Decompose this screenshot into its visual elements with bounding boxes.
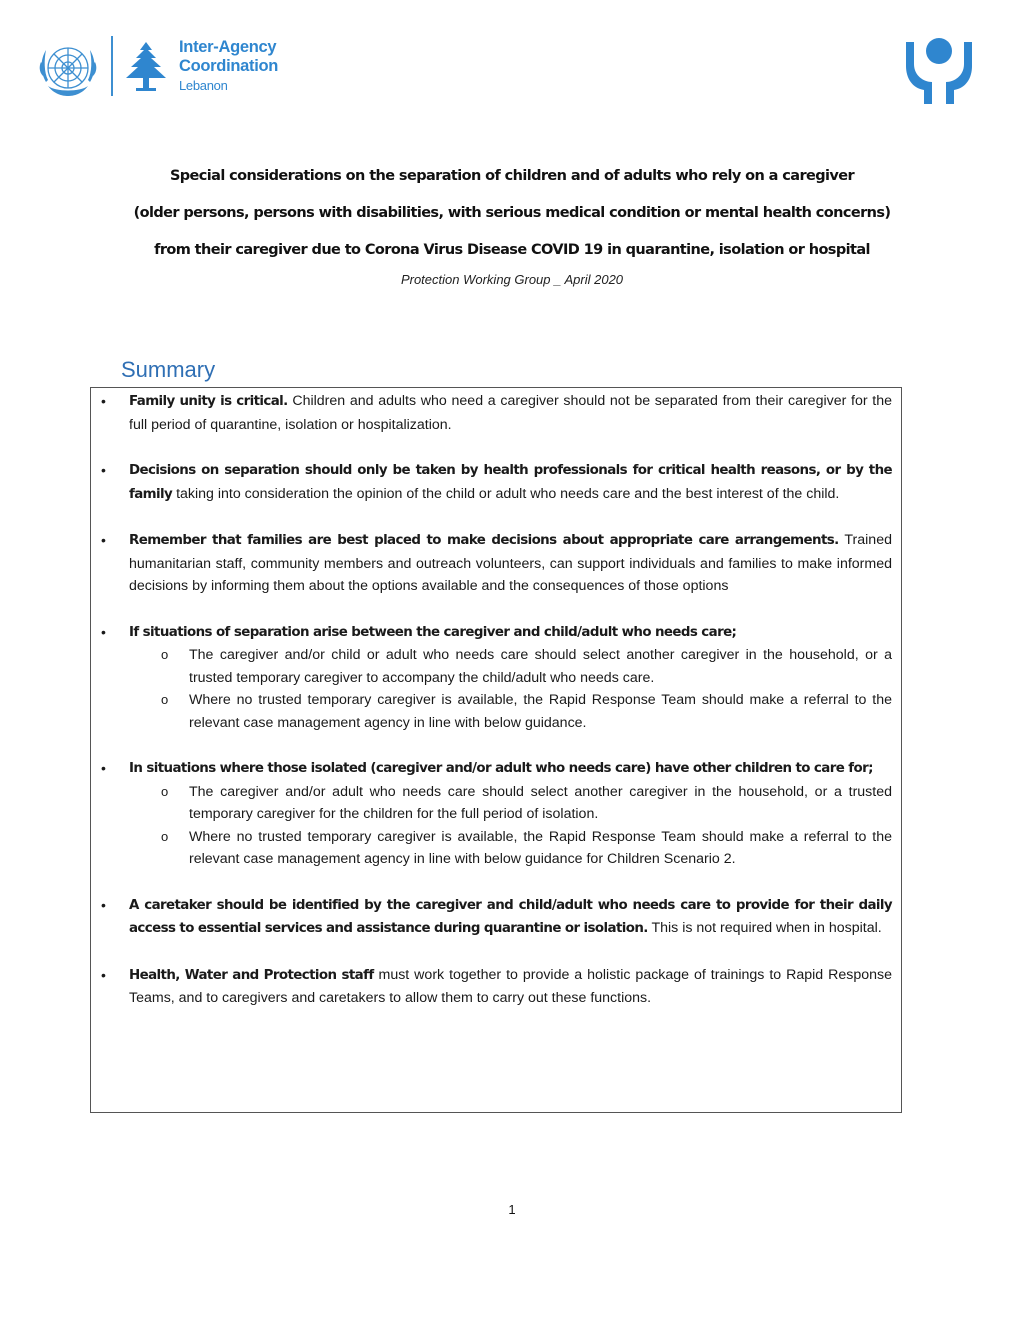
summary-item-text: This is not required when in hospital. xyxy=(647,920,882,936)
page-number: 1 xyxy=(508,1202,516,1217)
summary-item-bold: Decisions on separation should only be taken by health professionals for critical health reasons, or by the family xyxy=(129,463,892,502)
summary-subitem: o The caregiver and/or child or adult who needs care should select another caregiver in the household, or a trusted temporary caregiver to accompany the child/adult who needs care. xyxy=(129,644,892,689)
summary-item-bold: Remember that families are best placed to make decisions about appropriate care arrangements. xyxy=(129,533,839,548)
summary-list xyxy=(91,390,901,1010)
summary-item-text: taking into consideration the opinion of the child or adult who needs care and the best interest of the child. xyxy=(172,485,840,502)
summary-subitem: o Where no trusted temporary caregiver is available, the Rapid Response Team should make a referral to the relevant case management agency in line with below guidance. xyxy=(129,689,892,734)
org-name-line1: Inter-Agency xyxy=(179,38,277,56)
summary-item-text: Children and adults who need a caregiver should not be separated from their caregiver for the full period of quarantine, isolation or hospitalization. xyxy=(129,393,892,433)
summary-item-bold: A caretaker should be identified by the caregiver and child/adult who needs care to provide for their daily access to essential services and assistance during quarantine or isolation. xyxy=(129,897,892,936)
summary-subitem: o Where no trusted temporary caregiver is available, the Rapid Response Team should make a referral to the relevant case management agency in line with below guidance for Children Scenario 2. xyxy=(129,826,892,871)
summary-item-text: must work together to provide a holistic package of trainings to Rapid Response Teams, and to caregivers and caretakers to allow them to carry out these functions. xyxy=(129,966,892,1006)
summary-item-bold: In situations where those isolated (caregiver and/or adult who needs care) have other children to care for; xyxy=(129,761,873,776)
summary-item-bold: If situations of separation arise between the caregiver and child/adult who needs care; xyxy=(129,624,737,640)
summary-item xyxy=(91,894,901,941)
summary-box xyxy=(90,387,902,1113)
summary-heading: Summary xyxy=(121,357,216,382)
summary-item xyxy=(91,390,901,436)
summary-item xyxy=(91,529,901,598)
summary-subitem: o The caregiver and/or adult who needs care should select another caregiver in the household, or a trusted temporary caregiver for the children for the full period of isolation. xyxy=(129,781,892,826)
summary-item-bold: Family unity is critical. xyxy=(129,394,288,409)
summary-sublist xyxy=(129,644,892,734)
summary-item xyxy=(91,964,901,1010)
summary-item-text: Trained humanitarian staff, community members and outreach volunteers, can support individuals and families to make informed decisions by informing them about the options available and the consequences of those options xyxy=(129,532,892,594)
summary-sublist xyxy=(129,781,892,871)
hands-protection-icon xyxy=(902,34,976,104)
title-line-1: Special considerations on the separation of children and of adults who rely on a caregiver xyxy=(169,168,855,184)
org-name xyxy=(179,38,278,95)
cedar-tree-icon xyxy=(118,40,174,94)
title-line-3: from their caregiver due to Corona Virus Disease COVID 19 in quarantine, isolation or hospital xyxy=(154,242,870,258)
summary-item xyxy=(91,757,901,871)
page-header xyxy=(36,34,976,104)
org-name-line2: Coordination xyxy=(179,57,279,75)
document-subtitle: Protection Working Group _ April 2020 xyxy=(400,272,624,287)
org-name-line3: Lebanon xyxy=(179,78,228,93)
document-title xyxy=(60,158,964,291)
summary-item xyxy=(91,621,901,735)
un-emblem-icon xyxy=(36,36,100,100)
summary-item xyxy=(91,459,901,506)
summary-item-bold: Health, Water and Protection staff xyxy=(129,967,374,983)
title-line-2: (older persons, persons with disabilities, with serious medical condition or mental health concerns) xyxy=(133,205,891,221)
logo-divider xyxy=(111,36,113,96)
